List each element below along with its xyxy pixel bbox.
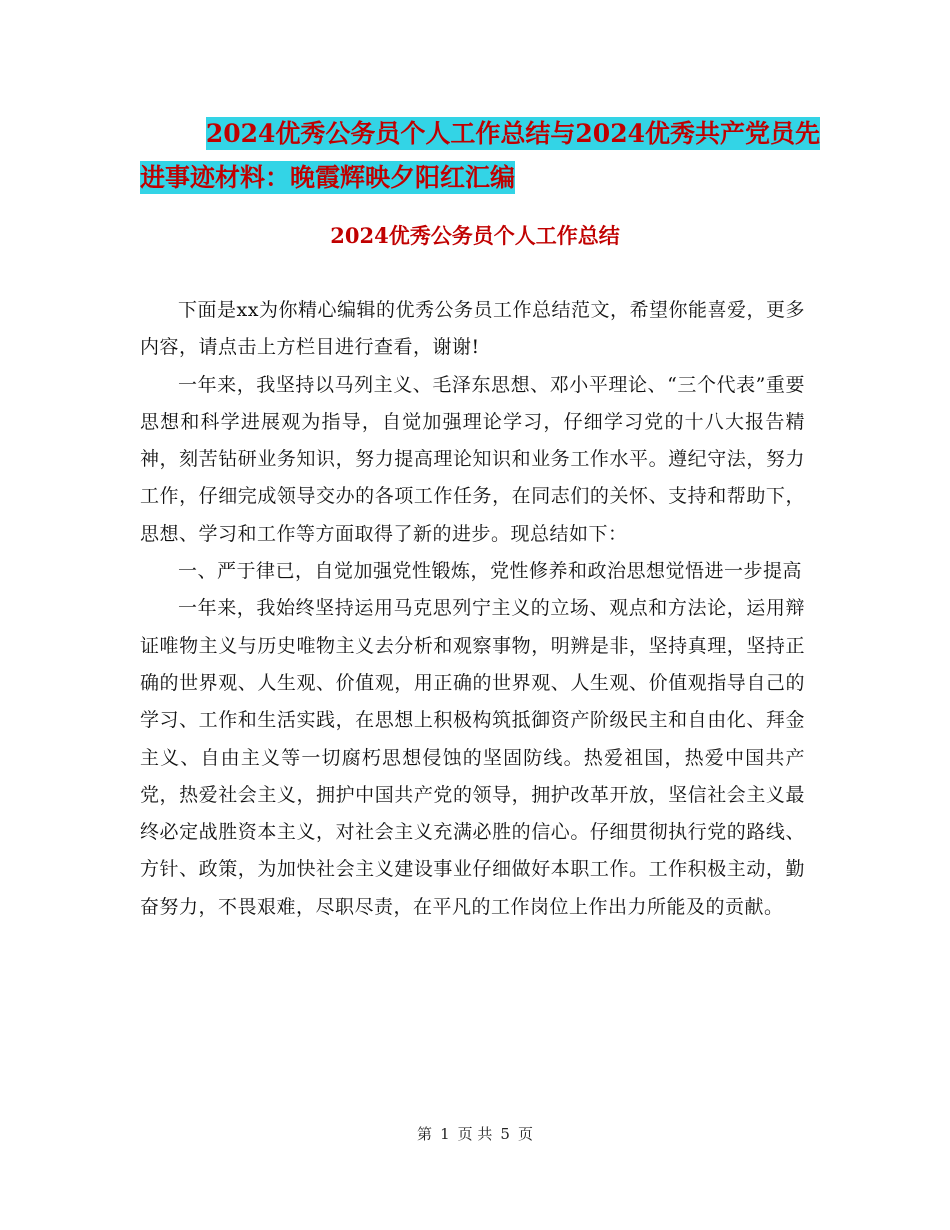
footer-middle: 页 共 (457, 1125, 493, 1143)
paragraph-intro: 下面是xx为你精心编辑的优秀公务员工作总结范文，希望你能喜爱，更多内容，请点击上方栏目进行查看，谢谢! (140, 299, 805, 359)
footer-prefix: 第 (417, 1125, 433, 1143)
footer-page-total: 5 (500, 1125, 510, 1143)
paragraph-heading-1: 一、严于律已，自觉加强党性锻炼，党性修养和政治思想觉悟进一步提高 (178, 560, 803, 583)
document-body (140, 292, 805, 926)
section-title: 2024优秀公务员个人工作总结 (330, 223, 620, 248)
title-line-1: 2024优秀公务员个人工作总结与2024优秀共产党员先 (205, 119, 820, 148)
title-line-2: 进事迹材料：晚霞辉映夕阳红汇编 (140, 163, 516, 192)
page-footer (0, 1123, 950, 1145)
paragraph-overview: 一年来，我坚持以马列主义、毛泽东思想、邓小平理论、“三个代表”重要思想和科学进展观为指导，自觉加强理论学习，仔细学习党的十八大报告精神，刻苦钻研业务知识，努力提高理论知识和业务工作水平。遵纪守法，努力工作，仔细完成领导交办的各项工作任务，在同志们的关怀、支持和帮助下，思想、学习和工作等方面取得了新的进步。现总结如下： (140, 373, 805, 545)
footer-page-number: 1 (440, 1125, 450, 1143)
document-title (140, 112, 830, 200)
footer-suffix: 页 (517, 1125, 533, 1143)
paragraph-body-1: 一年来，我始终坚持运用马克思列宁主义的立场、观点和方法论，运用辩证唯物主义与历史唯物主义去分析和观察事物，明辨是非，坚持真理，坚持正确的世界观、人生观、价值观，用正确的世界观、人生观、价值观指导自己的学习、工作和生活实践，在思想上积极构筑抵御资产阶级民主和自由化、拜金主义、自由主义等一切腐朽思想侵蚀的坚固防线。热爱祖国，热爱中国共产党，热爱社会主义，拥护中国共产党的领导，拥护改革开放，坚信社会主义最终必定战胜资本主义，对社会主义充满必胜的信心。仔细贯彻执行党的路线、方针、政策，为加快社会主义建设事业仔细做好本职工作。工作积极主动，勤奋努力，不畏艰难，尽职尽责，在平凡的工作岗位上作出力所能及的贡献。 (140, 597, 805, 918)
